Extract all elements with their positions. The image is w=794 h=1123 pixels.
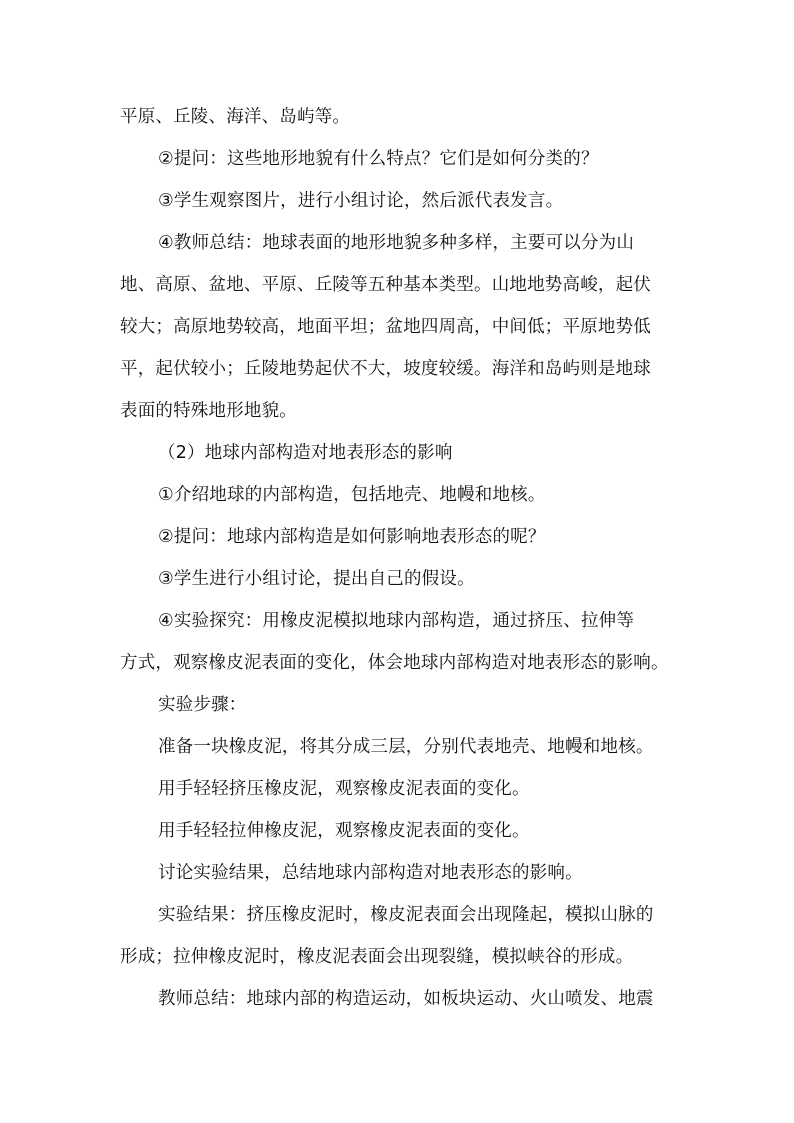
text-line: ②提问：这些地形地貌有什么特点？它们是如何分类的？ (158, 149, 599, 169)
text-line: ④教师总结：地球表面的地形地貌多种多样，主要可以分为山 (158, 233, 635, 253)
text-line: ①介绍地球的内部构造，包括地壳、地幔和地核。 (158, 485, 546, 505)
text-line: 表面的特殊地形地貌。 (120, 401, 297, 421)
section-heading: （2）地球内部构造对地表形态的影响 (158, 443, 453, 463)
text-line: 实验步骤： (158, 695, 247, 715)
text-line: 方式，观察橡皮泥表面的变化，体会地球内部构造对地表形态的影响。 (120, 653, 669, 673)
text-line: ④实验探究：用橡皮泥模拟地球内部构造，通过挤压、拉伸等 (158, 611, 635, 631)
text-line: 用手轻轻挤压橡皮泥，观察橡皮泥表面的变化。 (158, 779, 530, 799)
text-line: ③学生进行小组讨论，提出自己的假设。 (158, 569, 475, 589)
text-line: 讨论实验结果，总结地球内部构造对地表形态的影响。 (158, 863, 583, 883)
text-line: 教师总结：地球内部的构造运动，如板块运动、火山喷发、地震 (158, 989, 654, 1009)
text-line: ②提问：地球内部构造是如何影响地表形态的呢？ (158, 527, 546, 547)
text-line: 平，起伏较小；丘陵地势起伏不大，坡度较缓。海洋和岛屿则是地球 (120, 359, 651, 379)
text-line: 形成；拉伸橡皮泥时，橡皮泥表面会出现裂缝，模拟峡谷的形成。 (120, 947, 634, 967)
text-line: 较大；高原地势较高，地面平坦；盆地四周高，中间低；平原地势低 (120, 317, 651, 337)
text-line: 实验结果：挤压橡皮泥时，橡皮泥表面会出现隆起，模拟山脉的 (158, 905, 654, 925)
text-line: 用手轻轻拉伸橡皮泥，观察橡皮泥表面的变化。 (158, 821, 530, 841)
text-line: ③学生观察图片，进行小组讨论，然后派代表发言。 (158, 191, 564, 211)
text-line: 准备一块橡皮泥，将其分成三层，分别代表地壳、地幔和地核。 (158, 737, 654, 757)
text-line: 地、高原、盆地、平原、丘陵等五种基本类型。山地地势高峻，起伏 (120, 275, 651, 295)
text-line: 平原、丘陵、海洋、岛屿等。 (120, 107, 351, 127)
